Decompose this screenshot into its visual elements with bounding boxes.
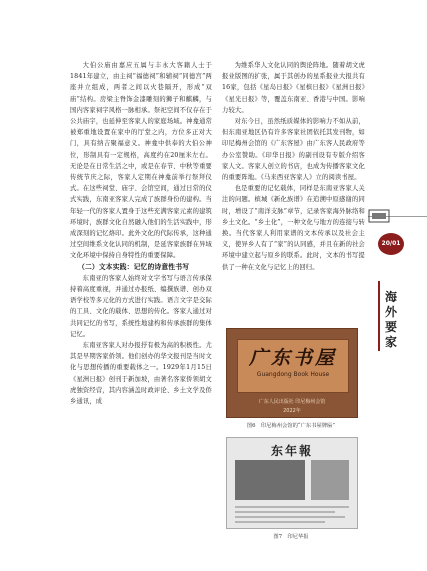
newspaper-text-line [235,511,335,513]
vertical-title-char: 家 [384,335,397,349]
figure-caption: 图6 印尼梅州会馆的“广东书屋牌匾” [246,423,336,429]
newspaper-text-line [235,521,325,523]
body-paragraph: 东南亚客家人对办报抒有极为高的积极性。尤其是早期客家侨领。他们创办的华文报刊是当时文化与思想传播的重要载体之一。1929年1月15日《星洲日报》创刊于新加坡，由著名客家侨领胡文虎独资经营，其内容涵盖时政评论、乡土文学及侨乡通讯，成 [70,342,212,406]
vertical-title-char: 海 [384,290,397,304]
sign-title: 广东书屋 [248,347,337,369]
right-column [222,60,365,325]
body-paragraph: 也是重要的记忆载体，同样是东南亚客家人关注的问题。槟城《新化族谱》在追溯中原感谢的同时，增设了“南洋支脉”章节，记录客家海外脉络和乡土文化。“乡土化”，一种文化与地方的连接与转换。当代客家人利用家谱的文本传承以及社会主义，使异乡人有了“家”的认同感，并且在新的社会环境中建立起与原乡的联系。此时，文本的书写提供了一种在文化与记忆上的回归。 [222,185,365,271]
newspaper-text-line [235,506,349,508]
vertical-title-char: 要 [384,320,397,334]
page-badge: 20/01 [378,233,404,255]
sign-english: Guangdong Book House [256,371,330,378]
body-paragraph: 东南亚的客家人始终对文字书写与语言传承保持着高度重视，并通过办报纸、编撰族谱、创办双语学校等多元化的方式进行实践。语言文字是交际的工具、文化的载体、思想的传化。客家人通过对共同记忆的书写，系统性地建构和传承族群的集体记忆。 [70,274,212,338]
section-heading: （二）文本实践：记忆的诗意性书写 [78,262,190,271]
sign-year: 2022年 [283,408,301,414]
body-paragraph: 为维系华人文化认同的舆论阵地。随着胡文虎报业版图的扩张，属于其创办的星系报业大报共有16家，包括《星岛日报》《星槟日报》《星洲日报》《星光日报》等，覆盖东南亚、香港与中国。影响力较大。 [222,62,365,114]
newspaper-photo [311,460,349,500]
figure-caption: 图7 印尼华报 [273,534,309,540]
left-column [70,60,212,407]
figure-guangdong-book-house-sign [226,328,358,418]
journal-emblem-icon [368,207,390,225]
wooden-signboard [237,339,349,393]
figure-newspaper [226,437,358,529]
newspaper-text-line [235,516,345,518]
body-paragraph: 大伯公庙由嘉应五属与丰永大客籍人士于1841年建立，由主祠“福德祠”和辅祠“同德宫”两座并立组成，两者之间以火巷隔开，形成“双庙”结构。房梁主脊饰金漆雕刻的狮子和麒麟，与国内客家祠字风格一脉相承。祭祀空间不仅存在于公共庙宇，也延伸至客家人的家庭场域。神龛通常被郑重地设置在家中的厅堂之内，方位多正对大门，具有纳吉聚福意义。神龛中供奉的大伯公神位，形制具有一定规格，高度约在20厘米左右。无论是在日常生活之中，或是在春节、中秋等重要传统节庆之际，客家人定期在神龛前举行祭拜仪式。在这些祠堂、庙宇、会馆空间，通过日常的仪式实践，东南亚客家人完成了族群身份的建构。当年轻一代的客家人置身于这些充满客家元素的建筑环境时，族群文化自然融入他们的生活实践中，形成深刻的记忆烙印。此外文化的代际传承，这种通过空间维系文化认同的机制，是延客家族群在异域文化环境中保持自身特性的重要保障。 [70,62,212,260]
newspaper-photo [235,460,305,500]
vertical-section-title [384,290,398,350]
newspaper-masthead: 东年報 [270,444,313,458]
vertical-title-char: 外 [384,305,397,319]
body-paragraph: 对东今日，虽然纸质媒体的影响力不如从前，但东南亚地区仍有许多客家社团依托其发刊物，如印尼梅州会馆的《广东客屋》由广东客人民政府等办公室赞助。《印华日报》的副刊设有专版介绍客家人文。客家人创立的书店，也成为传播客家文化的重要阵地。《马来西亚客家人》立的阅读书屋。 [222,118,365,182]
sign-subtitle: 广东人民出版社 印尼梅州会馆 [258,399,326,405]
